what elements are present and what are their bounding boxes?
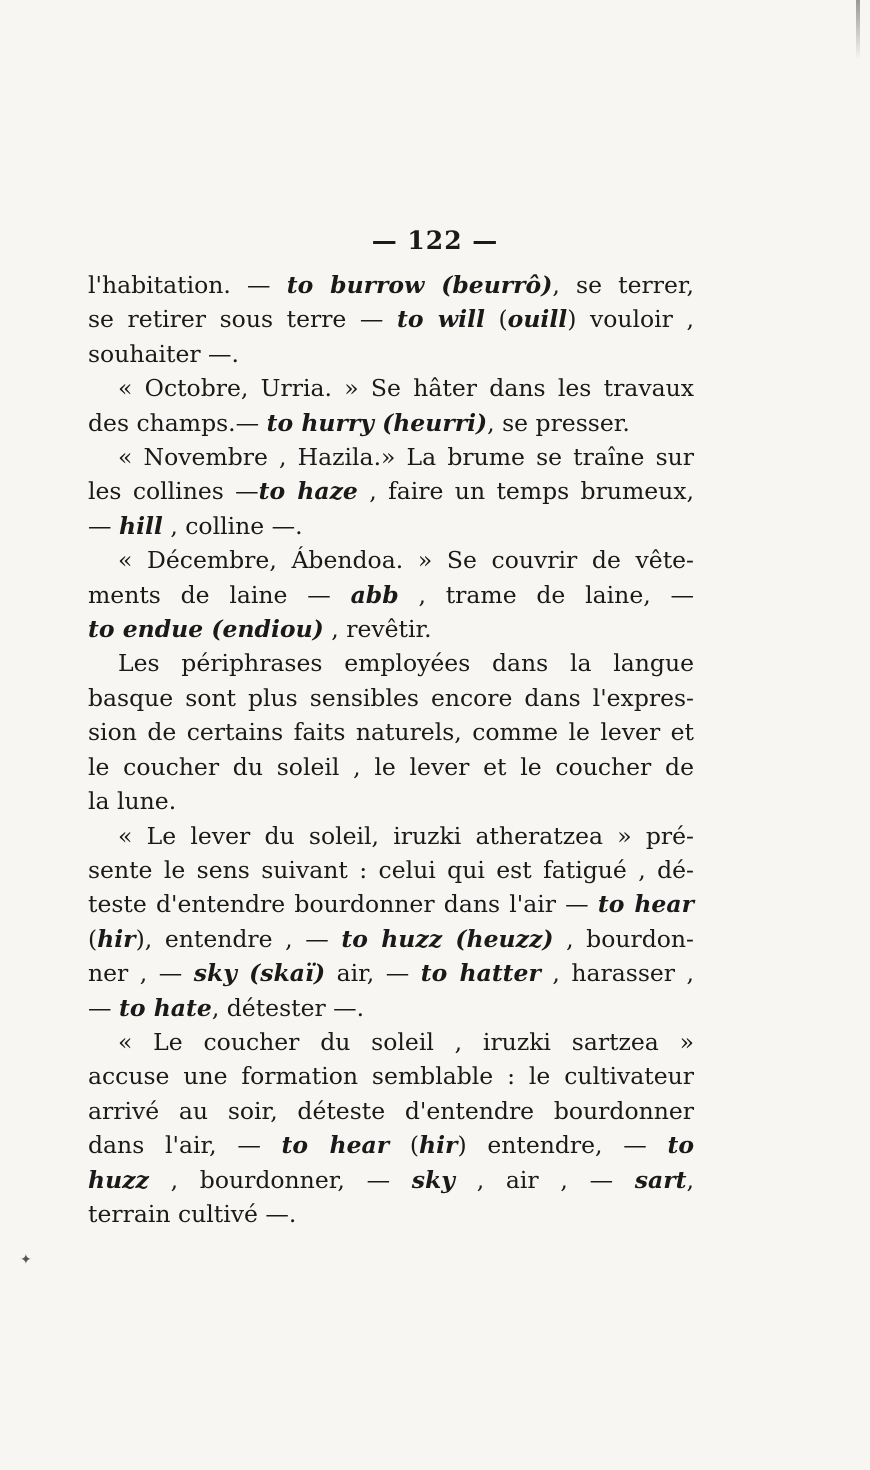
- text-segment: Les périphrases employées dans la langue: [118, 649, 694, 678]
- text-line: [88, 1025, 694, 1059]
- text-line: [88, 784, 694, 818]
- text-line: [88, 819, 694, 853]
- text-line: [88, 509, 694, 543]
- english-word: to will: [397, 305, 485, 334]
- text-segment: (: [389, 1131, 420, 1160]
- text-segment: arrivé au soir, déteste d'entendre bourdonner: [88, 1096, 694, 1125]
- english-word: sky: [411, 1165, 455, 1194]
- english-word: to endue (endiou): [88, 615, 324, 644]
- english-word: sky (skaï): [193, 959, 326, 988]
- text-segment: , faire un temps brumeux,: [357, 477, 694, 506]
- text-line: [88, 474, 694, 508]
- text-line: [88, 440, 694, 474]
- text-line: [88, 715, 694, 749]
- english-word: to hear: [597, 890, 694, 919]
- text-segment: ,: [686, 1165, 694, 1194]
- text-segment: « Novembre , Hazila.» La brume se traîne sur: [118, 443, 694, 472]
- english-word: to hate: [118, 993, 212, 1022]
- text-segment: , trame de laine, —: [398, 580, 694, 609]
- text-line: [88, 750, 694, 784]
- text-segment: les collines —: [88, 477, 259, 506]
- text-segment: teste d'entendre bourdonner dans l'air —: [88, 890, 598, 919]
- text-segment: dans l'air, —: [88, 1131, 282, 1160]
- text-segment: souhaiter —.: [88, 339, 240, 368]
- text-segment: , harasser ,: [540, 959, 694, 988]
- ink-speck: ✦: [20, 1252, 32, 1268]
- text-line: [88, 578, 694, 612]
- english-word: to hear: [281, 1131, 390, 1160]
- text-segment: , se terrer,: [552, 271, 695, 299]
- english-word: abb: [350, 580, 399, 609]
- text-segment: , détester —.: [211, 993, 365, 1022]
- text-line: [88, 337, 694, 371]
- text-segment: —: [88, 993, 119, 1022]
- text-segment: , se presser.: [487, 408, 630, 437]
- english-word: to: [667, 1131, 694, 1160]
- text-line: [88, 681, 694, 715]
- english-word: huzz: [88, 1165, 149, 1194]
- text-line: [88, 991, 694, 1025]
- text-line: [88, 1197, 694, 1231]
- english-word: to burrow (beurrô): [286, 271, 553, 299]
- text-line: [88, 543, 694, 577]
- english-word: to hurry (heurri): [266, 408, 488, 437]
- english-word: hill: [118, 511, 163, 540]
- text-segment: des champs.—: [88, 408, 267, 437]
- text-line: [88, 853, 694, 887]
- text-segment: air, —: [325, 959, 421, 988]
- text-segment: , revêtir.: [323, 615, 432, 644]
- text-segment: « Le coucher du soleil , iruzki sartzea »: [118, 1027, 694, 1056]
- text-line: [88, 646, 694, 680]
- text-segment: (: [484, 305, 508, 334]
- text-segment: « Décembre, Ábendoa. » Se couvrir de vête-: [118, 546, 694, 575]
- text-segment: ) vouloir ,: [567, 305, 694, 334]
- english-word: ouill: [507, 305, 568, 334]
- text-segment: , bourdonner, —: [148, 1165, 412, 1194]
- text-segment: , bourdon-: [553, 924, 694, 953]
- text-segment: , colline —.: [162, 511, 303, 540]
- text-line: [88, 1094, 694, 1128]
- text-line: [88, 612, 694, 646]
- english-word: to haze: [258, 477, 358, 506]
- text-line: [88, 406, 694, 440]
- text-line: [88, 1128, 694, 1162]
- page-number: — 122 —: [371, 226, 499, 255]
- english-word: hir: [97, 924, 136, 953]
- english-word: hir: [419, 1131, 458, 1160]
- text-line: [88, 956, 694, 990]
- text-line: [88, 887, 694, 921]
- text-segment: terrain cultivé —.: [88, 1199, 297, 1228]
- text-segment: l'habitation. —: [88, 271, 287, 299]
- text-segment: sente le sens suivant : celui qui est fatigué , dé-: [88, 855, 694, 884]
- text-line: [88, 302, 694, 336]
- english-word: sart: [634, 1165, 687, 1194]
- text-line: [88, 922, 694, 956]
- text-segment: (: [88, 924, 98, 953]
- text-segment: basque sont plus sensibles encore dans l'expres-: [88, 683, 694, 712]
- page-edge-shadow: [856, 0, 860, 60]
- text-line: [88, 1163, 694, 1197]
- text-segment: ), entendre , —: [135, 924, 342, 953]
- text-segment: ner , —: [88, 959, 194, 988]
- body-text: [88, 268, 694, 1231]
- text-line: [88, 371, 694, 405]
- text-segment: sion de certains faits naturels, comme le lever et: [88, 718, 694, 747]
- english-word: to huzz (heuzz): [341, 924, 554, 953]
- text-segment: « Octobre, Urria. » Se hâter dans les travaux: [118, 374, 694, 403]
- text-segment: ) entendre, —: [457, 1131, 668, 1160]
- text-segment: accuse une formation semblable : le cultivateur: [88, 1062, 694, 1091]
- text-line: [88, 1059, 694, 1093]
- text-segment: —: [88, 511, 119, 540]
- text-segment: se retirer sous terre —: [88, 305, 398, 334]
- text-line: [88, 268, 694, 302]
- text-segment: la lune.: [88, 787, 177, 816]
- text-segment: , air , —: [454, 1165, 635, 1194]
- text-segment: le coucher du soleil , le lever et le coucher de: [88, 752, 694, 781]
- text-segment: ments de laine —: [88, 580, 351, 609]
- text-segment: « Le lever du soleil, iruzki atheratzea » pré-: [118, 821, 694, 850]
- english-word: to hatter: [420, 959, 541, 988]
